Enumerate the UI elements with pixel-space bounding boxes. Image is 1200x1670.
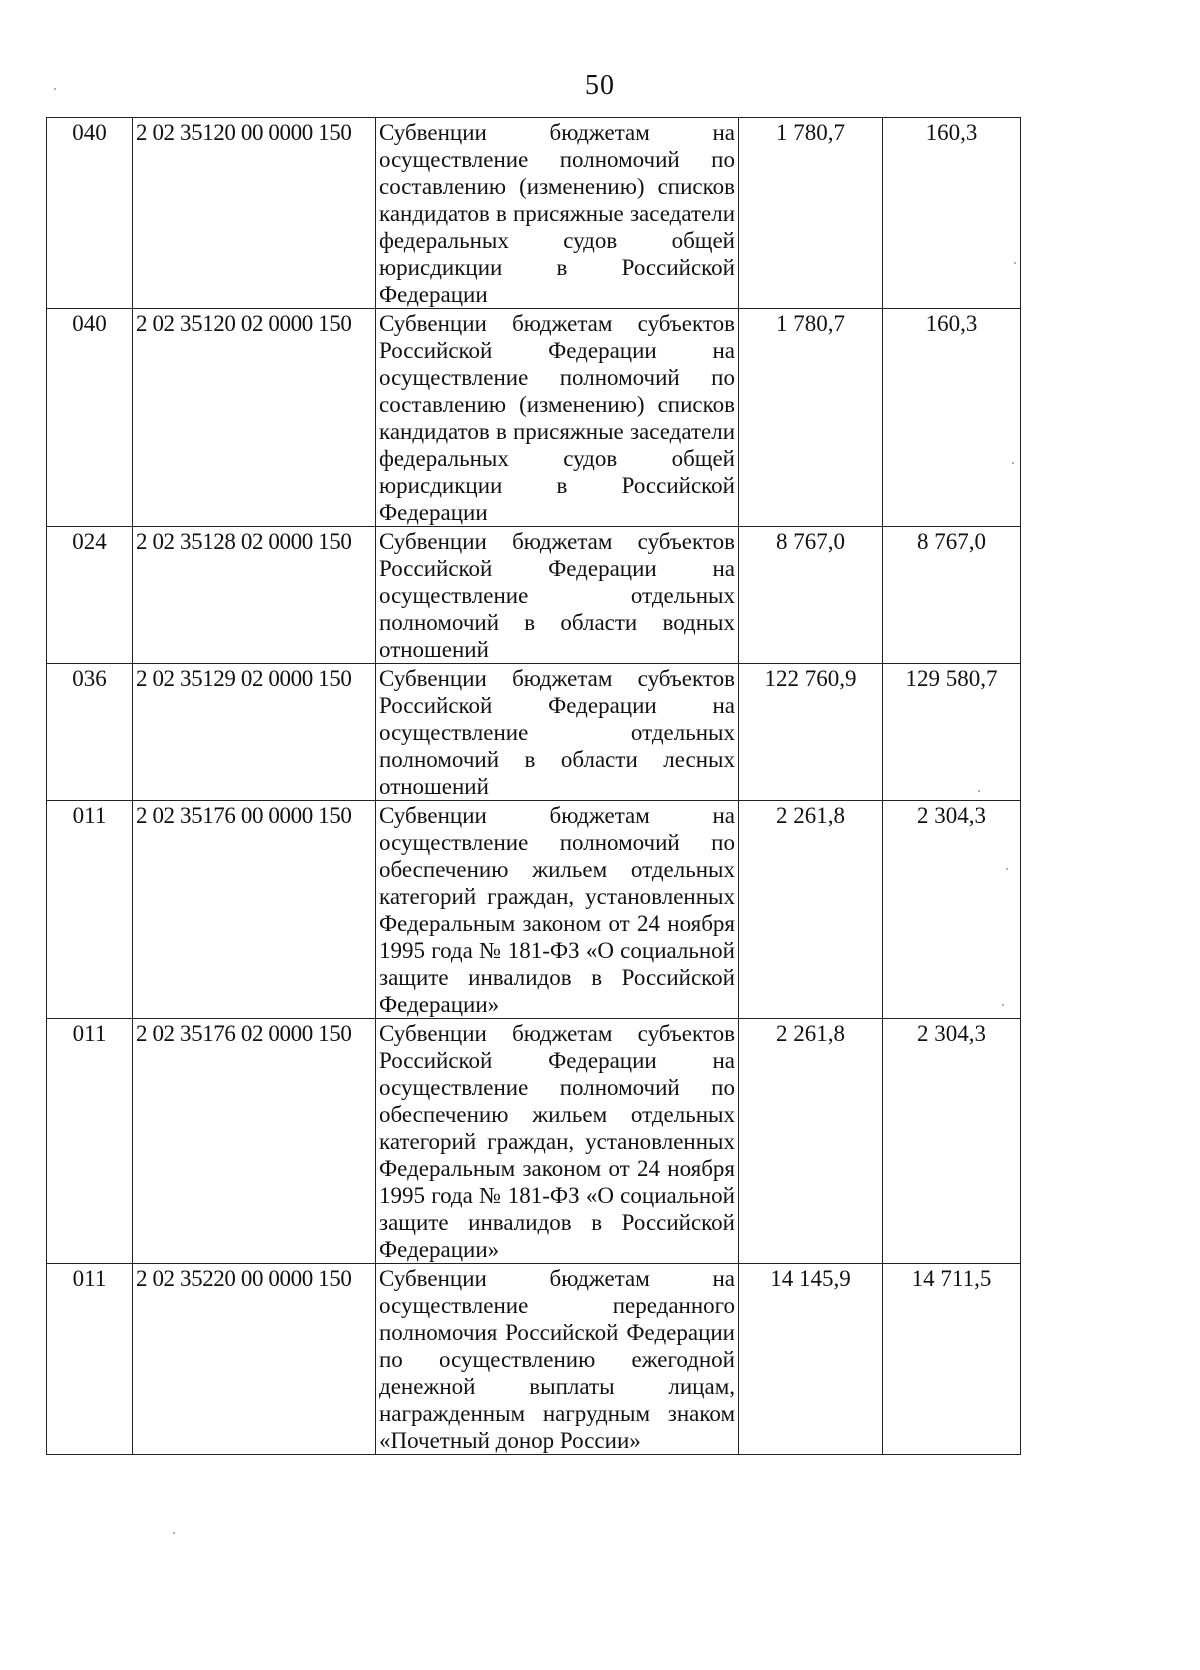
amount-year-1-cell: 2 261,8 [739, 1019, 883, 1264]
admin-code-cell: 040 [47, 118, 133, 309]
revenue-name-cell: Субвенции бюджетам на осуществление переданного полномочия Российской Федерации по осуществлению ежегодной денежной выплаты лицам, награжденным нагрудным знаком «Почетный донор России» [376, 1264, 739, 1455]
scan-speck [1012, 462, 1014, 464]
scan-speck [54, 88, 56, 90]
revenue-name-cell: Субвенции бюджетам субъектов Российской Федерации на осуществление отдельных полномочий в области водных отношений [376, 527, 739, 664]
table-row [47, 118, 1021, 309]
table-row [47, 527, 1021, 664]
amount-year-2-cell: 160,3 [883, 118, 1021, 309]
scan-speck [1014, 262, 1016, 264]
admin-code-cell: 024 [47, 527, 133, 664]
table-row [47, 309, 1021, 527]
amount-year-1-cell: 14 145,9 [739, 1264, 883, 1455]
amount-year-2-cell: 2 304,3 [883, 801, 1021, 1019]
budget-classification-code-cell: 2 02 35176 00 0000 150 [133, 801, 376, 1019]
revenue-name-cell: Субвенции бюджетам на осуществление полномочий по обеспечению жильем отдельных категорий граждан, установленных Федеральным законом от 24 ноября 1995 года № 181-ФЗ «О социальной защите инвалидов в Российской Федерации» [376, 801, 739, 1019]
amount-year-2-cell: 8 767,0 [883, 527, 1021, 664]
amount-year-2-cell: 2 304,3 [883, 1019, 1021, 1264]
amount-year-1-cell: 122 760,9 [739, 664, 883, 801]
amount-year-2-cell: 160,3 [883, 309, 1021, 527]
table-row [47, 1019, 1021, 1264]
table-row [47, 801, 1021, 1019]
admin-code-cell: 011 [47, 801, 133, 1019]
amount-year-1-cell: 8 767,0 [739, 527, 883, 664]
revenue-name-cell: Субвенции бюджетам субъектов Российской Федерации на осуществление полномочий по обеспечению жильем отдельных категорий граждан, установленных Федеральным законом от 24 ноября 1995 года № 181-ФЗ «О социальной защите инвалидов в Российской Федерации» [376, 1019, 739, 1264]
admin-code-cell: 011 [47, 1019, 133, 1264]
table-row [47, 1264, 1021, 1455]
admin-code-cell: 036 [47, 664, 133, 801]
page-number: 50 [585, 70, 615, 101]
scan-speck [1002, 1004, 1004, 1006]
revenue-name-cell: Субвенции бюджетам субъектов Российской Федерации на осуществление отдельных полномочий в области лесных отношений [376, 664, 739, 801]
scan-speck [173, 1532, 175, 1534]
scan-speck [978, 790, 980, 792]
amount-year-1-cell: 2 261,8 [739, 801, 883, 1019]
revenue-name-cell: Субвенции бюджетам на осуществление полномочий по составлению (изменению) списков кандидатов в присяжные заседатели федеральных судов общей юрисдикции в Российской Федерации [376, 118, 739, 309]
scan-speck [1006, 868, 1008, 870]
amount-year-2-cell: 14 711,5 [883, 1264, 1021, 1455]
budget-classification-code-cell: 2 02 35220 00 0000 150 [133, 1264, 376, 1455]
revenue-name-cell: Субвенции бюджетам субъектов Российской Федерации на осуществление полномочий по составлению (изменению) списков кандидатов в присяжные заседатели федеральных судов общей юрисдикции в Российской Федерации [376, 309, 739, 527]
amount-year-2-cell: 129 580,7 [883, 664, 1021, 801]
budget-classification-code-cell: 2 02 35129 02 0000 150 [133, 664, 376, 801]
budget-classification-code-cell: 2 02 35120 02 0000 150 [133, 309, 376, 527]
budget-classification-code-cell: 2 02 35176 02 0000 150 [133, 1019, 376, 1264]
admin-code-cell: 040 [47, 309, 133, 527]
budget-classification-code-cell: 2 02 35128 02 0000 150 [133, 527, 376, 664]
amount-year-1-cell: 1 780,7 [739, 309, 883, 527]
table-row [47, 664, 1021, 801]
admin-code-cell: 011 [47, 1264, 133, 1455]
budget-classification-code-cell: 2 02 35120 00 0000 150 [133, 118, 376, 309]
budget-table [46, 117, 1021, 1455]
amount-year-1-cell: 1 780,7 [739, 118, 883, 309]
